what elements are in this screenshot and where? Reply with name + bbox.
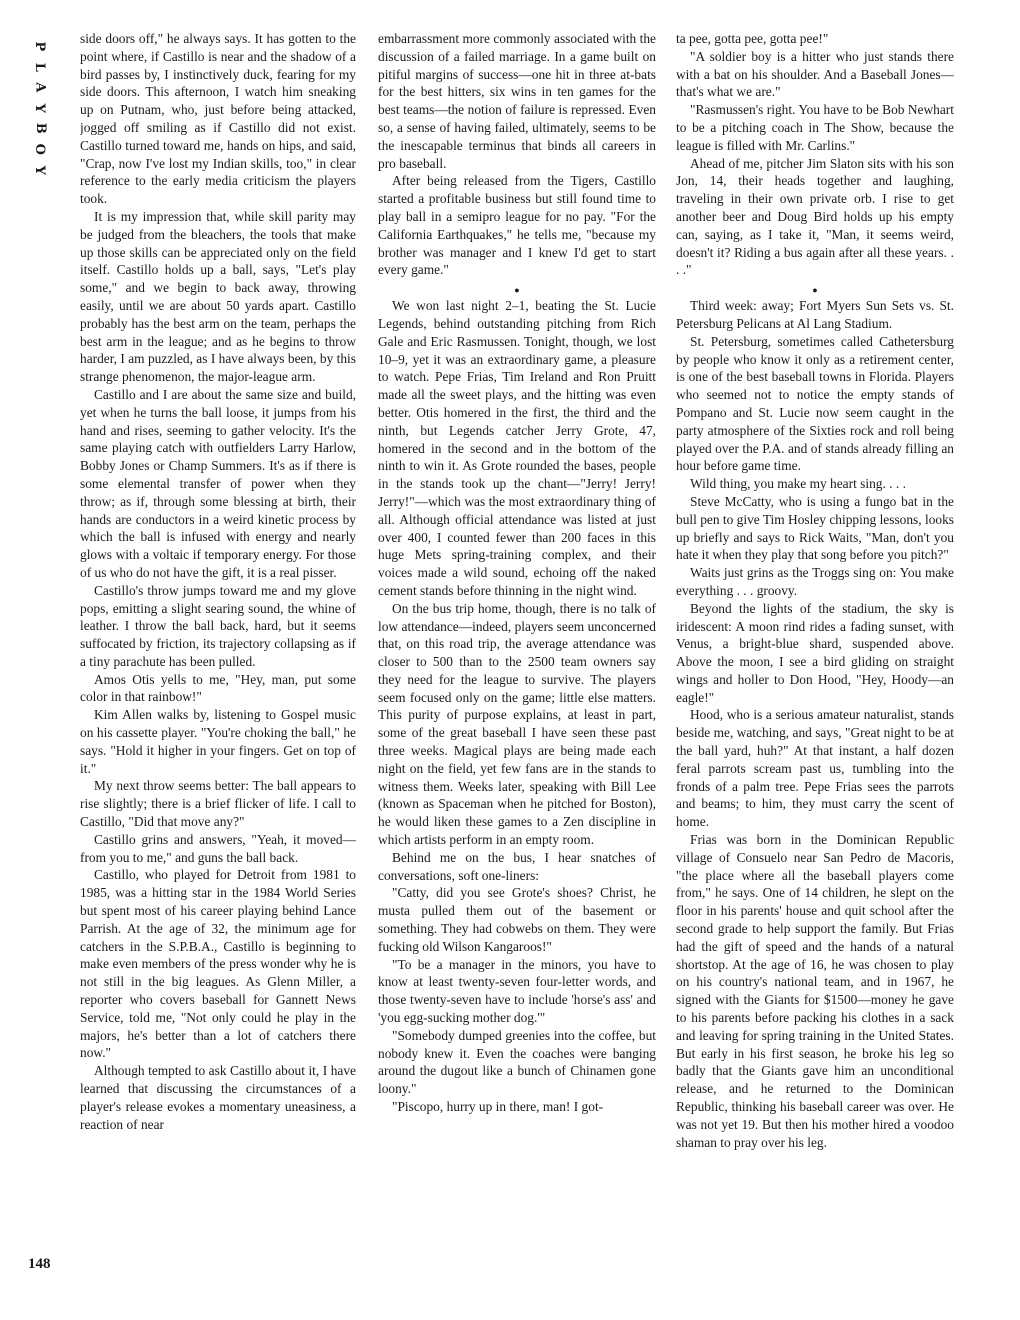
paragraph: Kim Allen walks by, listening to Gospel music on his cassette player. "You're choking the ball," he says. "Hold it higher in your fingers. Get on top of it." — [80, 707, 356, 776]
paragraph: Behind me on the bus, I hear snatches of conversations, soft one-liners: — [378, 849, 656, 883]
paragraph: "Rasmussen's right. You have to be Bob Newhart to be a pitching coach in The Show, because the league is filled with Mr. Carlins." — [676, 102, 954, 153]
paragraph: Castillo and I are about the same size and build, yet when he turns the ball loose, it jumps from his hand and rises, seeming to gather velocity. It's the same playing catch with outfielders Larry Harlow, Bobby Jones or Champ Summers. It's as if there is some elemental transfer of power when they throw; as if, through some blessing at birth, their hands are conductors in a weird kinetic process by which the ball is infused with energy and nearly glows with a voltaic if temporary energy. For those of us who do not have the gift, it is a real pisser. — [80, 386, 356, 580]
paragraph: We won last night 2–1, beating the St. Lucie Legends, behind outstanding pitching from Rich Gale and Eric Rasmussen. Tonight, though, we lost 10–9, yet it was an extraordinary game, a pleasure to watch. Pepe Frias, Tim Ireland and Ron Pruitt made all the sweet plays, and the hitting was even better. Otis homered in the first, the third and the ninth, but Legends catcher Jerry Grote, 47, homered in the second and in the bottom of the ninth to win it. As Grote rounded the bases, people in the stands took up the chant—"Jerry! Jerry! Jerry!"—which was the most extraordinary thing of all. Although official attendance was listed at just over 400, I counted fewer than 200 faces in this huge Mets spring-training complex, and their voices made a wild sound, echoing off the naked cement stands before thinning in the night wind. — [378, 298, 656, 598]
paragraph: Amos Otis yells to me, "Hey, man, put some color in that rainbow!" — [80, 671, 356, 705]
masthead-letter: A — [32, 82, 48, 93]
paragraph: "Somebody dumped greenies into the coffee, but nobody knew it. Even the coaches were banging around the dugout like a bunch of Chinamen gone loony." — [378, 1027, 656, 1097]
paragraph: St. Petersburg, sometimes called Cathetersburg by people who know it only as a retirement center, is one of the best baseball towns in Florida. Players who seemed not to notice the empty stands of Pompano and St. Lucie now seem caught in the party atmosphere of the Sixties rock and roll being played over the P.A. and of stands already filling an hour before game time. — [676, 333, 954, 474]
masthead-letter: L — [32, 62, 48, 72]
masthead-letter: B — [32, 123, 48, 135]
paragraph: embarrassment more commonly associated with the discussion of a failed marriage. In a game built on pitiful margins of success—one hit in three at-bats for the best hitters, six wins in ten games for the best teams—the notion of failure is repressed. Even so, a sense of having failed, ultimately, seems to be the inescapable terminus that binds all careers in pro baseball. — [378, 31, 656, 171]
paragraph: side doors off," he always says. It has gotten to the point where, if Castillo is near and the shadow of a bird passes by, I instinctively duck, fearing for my side doors. This afternoon, I watch him sneaking up on Putnam, who, just before being attacked, jogged off smiling as if Castillo did not exist. Castillo turned toward me, hands on hips, and said, "Crap, now I've lost my Indian skills, too," in clear reference to the early media criticism the players took. — [80, 31, 356, 207]
text-column-2 — [378, 30, 656, 1300]
paragraph: Hood, who is a serious amateur naturalist, stands beside me, watching, and says, "Great night to be at the ball yard, huh?" At that instant, a half dozen feral parrots scream past us, tumbling into the fronds of a palm tree. Pepe Frias sees the parrots and beams; to him, they must carry the scent of home. — [676, 707, 954, 830]
paragraph: "Piscopo, hurry up in there, man! I got- — [392, 1099, 604, 1115]
text-column-3 — [676, 30, 954, 1300]
paragraph: Beyond the lights of the stadium, the sky is iridescent: A moon rind rides a fading sunset, with Venus, a bright-blue shard, suspended above. Above the moon, I see a bird gliding on straight wings and holler to Don Hood, "Hey, Hoody—an eagle!" — [676, 600, 954, 705]
masthead-vertical — [30, 36, 48, 180]
paragraph: ta pee, gotta pee, gotta pee!" — [676, 31, 829, 46]
paragraph: Waits just grins as the Troggs sing on: You make everything . . . groovy. — [676, 565, 954, 598]
paragraph: "A soldier boy is a hitter who just stands there with a bat on his shoulder. And a Baseball Jones—that's what we are." — [676, 48, 954, 100]
paragraph: Castillo's throw jumps toward me and my glove pops, emitting a slight searing sound, the whine of leather. I throw the ball back, hard, but it seems suffocated by friction, its trajectory collapsing as if a tiny parachute has been pulled. — [80, 582, 356, 669]
paragraph: Third week: away; Fort Myers Sun Sets vs. St. Petersburg Pelicans at Al Lang Stadium. — [676, 298, 954, 331]
masthead-letter: P — [32, 41, 48, 52]
paragraph: "To be a manager in the minors, you have to know at least twenty-seven four-letter words, and those twenty-seven have to include 'horse's ass' and 'you egg-sucking mother dog.'" — [378, 956, 656, 1026]
section-break: ● — [514, 285, 520, 296]
masthead-letter: Y — [32, 103, 48, 113]
paragraph: Although tempted to ask Castillo about it, I have learned that discussing the circumstances of a player's release evokes a momentary uneasiness, a reaction of near — [80, 1063, 356, 1132]
masthead-letter: Y — [32, 165, 48, 175]
paragraph: My next throw seems better: The ball appears to rise slightly; there is a brief flicker of life. I call to Castillo, "Did that move any?" — [80, 778, 356, 830]
page-number: 148 — [28, 1256, 51, 1272]
paragraph: After being released from the Tigers, Castillo started a profitable business but still found time to play ball in a semipro league for no pay. "For the California Earthquakes," he tells me, "because my brother was manager and I knew I'd get to start every game." — [378, 173, 656, 278]
masthead-letter: O — [32, 143, 48, 155]
paragraph: Castillo grins and answers, "Yeah, it moved—from you to me," and guns the ball back. — [80, 831, 356, 865]
paragraph: It is my impression that, while skill parity may be judged from the bleachers, the tools that make up those skills can be appreciated only on the field itself. Castillo holds up a ball, says, "Let's play some," and we begin to back away, throwing easily, until we are about 50 yards apart. Castillo probably has the best arm on the team, perhaps the best arm in the league; and as he begins to throw harder, I am puzzled, as I have always been, by this strange phenomenon, the major-league arm. — [80, 208, 356, 385]
paragraph: Frias was born in the Dominican Republic village of Consuelo near San Pedro de Macoris, "the place where all the baseball players come from," he says. One of 14 children, he slept on the floor in his parents' house and quit school after the second grade to help support the family. But Frias had the gift of speed and the hands of a natural shortstop. At the age of 16, he was chosen to play on his country's national team, and in 1967, he signed with the Giants for $1500—money he gave to his parents before packing his clothes in a sack and leaving for spring training in the United States. But early in his first season, he broke his leg so badly that the Giants gave him an unconditional release, and he returned to the Dominican Republic, thinking his baseball career was over. He was not yet 19. But then his mother hired a voodoo shaman to pray over his leg. — [676, 832, 954, 1150]
text-column-1 — [80, 30, 356, 1300]
section-break: ● — [812, 285, 818, 296]
paragraph: Steve McCatty, who is using a fungo bat in the bull pen to give Tim Hosley chipping lessons, looks up briefly and says to Rick Waits, "Man, don't you hate it when they play that song before you pitch?" — [676, 493, 954, 563]
paragraph: Ahead of me, pitcher Jim Slaton sits with his son Jon, 14, their heads together and laughing, traveling in their own private orb. I rise to get another beer and Doug Bird holds up his empty can, saying, as I take it, "Man, it seems weird, doesn't it? Riding a bus again after all these years. . . ." — [676, 155, 954, 278]
paragraph: "Catty, did you see Grote's shoes? Christ, he musta pulled them out of the basement or something. They had cobwebs on them. They were fucking old Wilson Kangaroos!" — [378, 885, 656, 954]
paragraph: On the bus trip home, though, there is no talk of low attendance—indeed, players seem unconcerned that, on this road trip, the average attendance was closer to 500 than to the 2500 team owners say they need for the league to survive. The players seem focused only on the game; little else matters. This purity of purpose explains, at least in part, some of the great baseball I have seen these past three weeks. Magical plays are being made each night on the field, yet few fans are in the stands to witness them. Weeks later, speaking with Bill Lee (known as Spaceman when he pitched for Boston), he would liken these games to a Zen discipline in which artists perform in an empty room. — [378, 600, 656, 848]
paragraph: Wild thing, you make my heart sing. . . . — [690, 476, 906, 492]
paragraph: Castillo, who played for Detroit from 1981 to 1985, was a hitting star in the 1984 World Series but spent most of his career playing behind Lance Parrish. At the age of 32, the minimum age for catchers in the S.P.B.A., Castillo is beginning to make even members of the press wonder why he is not still in the big leagues. As Glenn Miller, a reporter who covers baseball for Gannett News Service, told me, "Not only could he play in the majors, he's better than a lot of catchers there now." — [80, 867, 356, 1061]
